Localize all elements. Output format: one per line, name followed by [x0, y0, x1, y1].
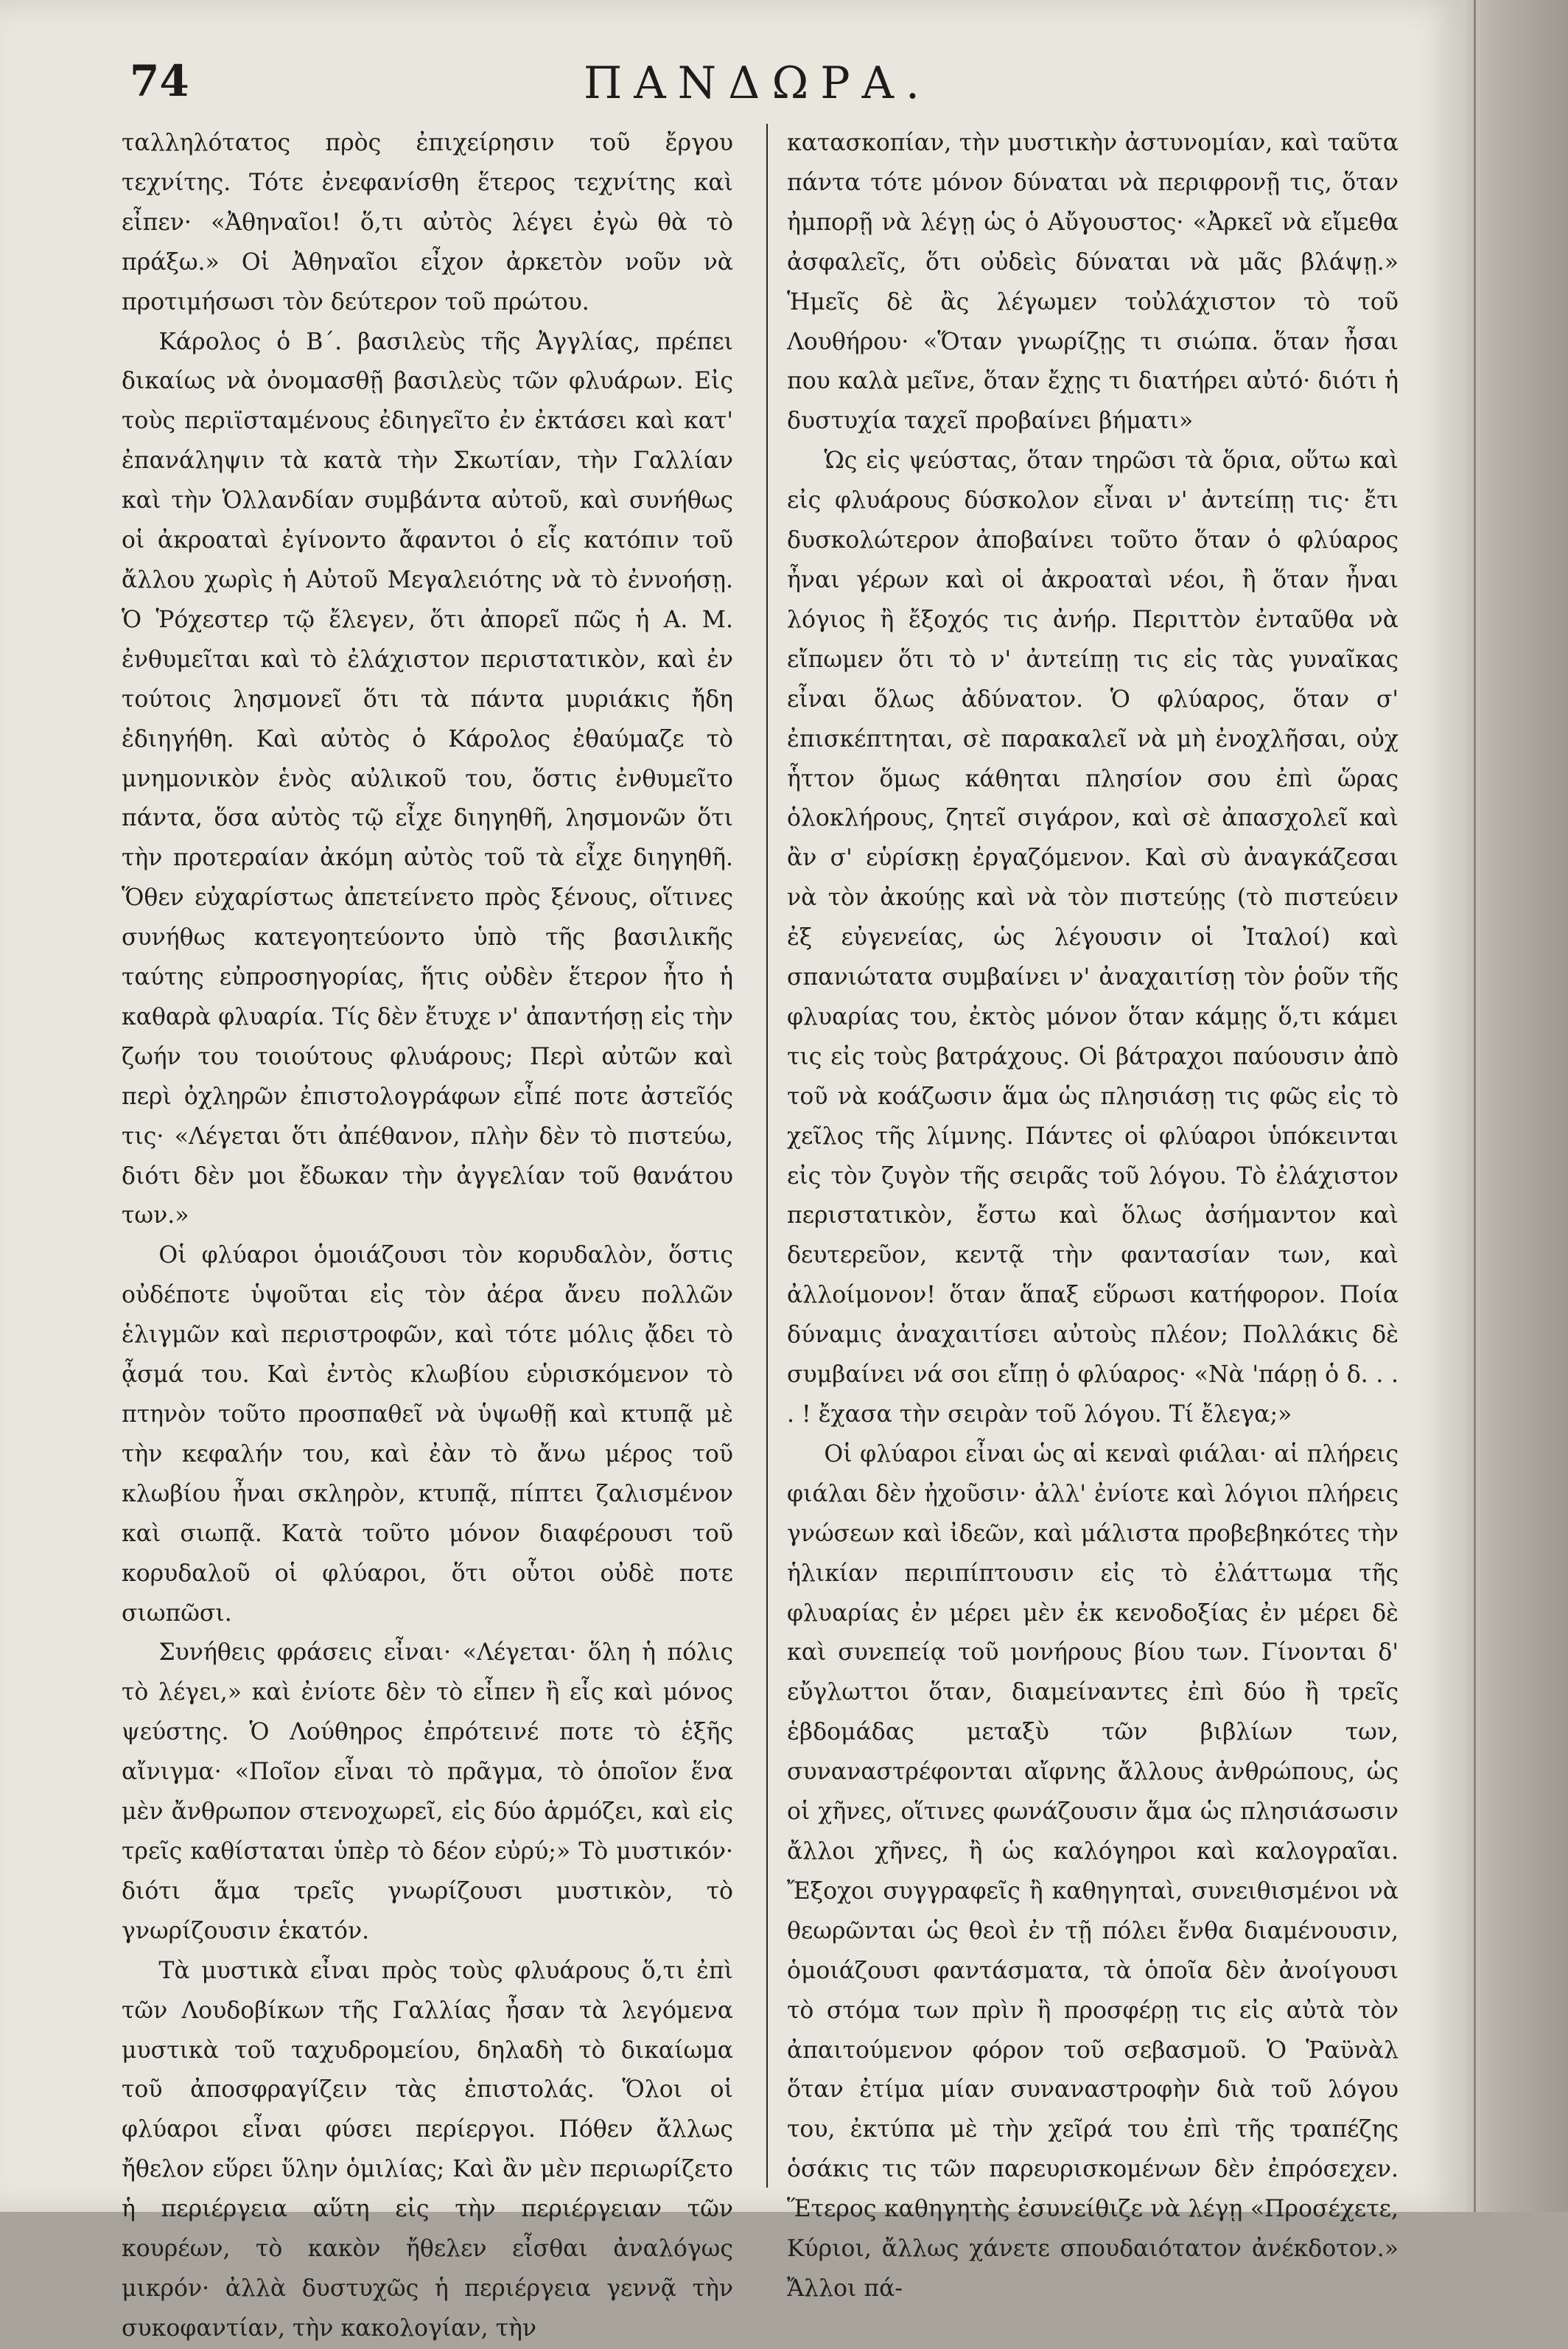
left-column [122, 124, 733, 2349]
paragraph: ταλληλότατος πρὸς ἐπιχείρησιν τοῦ ἔργου τεχνίτης. Τότε ἐνεφανίσθη ἕτερος τεχνίτης καὶ εἶπεν· «Ἀθηναῖοι! ὅ,τι αὐτὸς λέγει ἐγὼ θὰ τὸ πράξω.» Οἱ Ἀθηναῖοι εἶχον ἀρκετὸν νοῦν νὰ προτιμήσωσι τὸν δεύτερον τοῦ πρώτου. [122, 130, 733, 315]
page-edge [1466, 0, 1568, 2212]
paragraph: Τὰ μυστικὰ εἶναι πρὸς τοὺς φλυάρους ὅ,τι ἐπὶ τῶν Λουδοβίκων τῆς Γαλλίας ἦσαν τὰ λεγόμενα μυστικὰ τοῦ ταχυδρομείου, δηλαδὴ τὸ δικαίωμα τοῦ ἀποσφραγίζειν τὰς ἐπιστολάς. Ὅλοι οἱ φλύαροι εἶναι φύσει περίεργοι. Πόθεν ἄλλως ἤθελον εὕρει ὕλην ὁμιλίας; Καὶ ἂν μὲν περιωρίζετο ἡ περιέργεια αὕτη εἰς τὴν περιέργειαν τῶν κουρέων, τὸ κακὸν ἤθελεν εἶσθαι ἀναλόγως μικρόν· ἀλλὰ δυστυχῶς ἡ περιέργεια γεννᾷ τὴν συκοφαντίαν, τὴν κακολογίαν, τὴν [122, 1957, 733, 2342]
paragraph: Συνήθεις φράσεις εἶναι· «Λέγεται· ὅλη ἡ πόλις τὸ λέγει,» καὶ ἐνίοτε δὲν τὸ εἶπεν ἢ εἷς καὶ μόνος ψεύστης. Ὁ Λούθηρος ἐπρότεινέ ποτε τὸ ἑξῆς αἴνιγμα· «Ποῖον εἶναι τὸ πρᾶγμα, τὸ ὁποῖον ἕνα μὲν ἄνθρωπον στενοχωρεῖ, εἰς δύο ἁρμόζει, καὶ εἰς τρεῖς καθίσταται ὑπὲρ τὸ δέον εὐρύ;» Τὸ μυστικόν· διότι ἅμα τρεῖς γνωρίζουσι μυστικὸν, τὸ γνωρίζουσιν ἑκατόν. [122, 1639, 733, 1944]
paragraph: κατασκοπίαν, τὴν μυστικὴν ἀστυνομίαν, καὶ ταῦτα πάντα τότε μόνον δύναται νὰ περιφρονῇ τις, ὅταν ἠμπορῇ νὰ λέγῃ ὡς ὁ Αὔγουστος· «Ἀρκεῖ νὰ εἴμεθα ἀσφαλεῖς, ὅτι οὐδεὶς δύναται νὰ μᾶς βλάψῃ.» Ἡμεῖς δὲ ἂς λέγωμεν τοὐλάχιστον τὸ τοῦ Λουθήρου· «Ὅταν γνωρίζῃς τι σιώπα. ὅταν ἦσαι που καλὰ μεῖνε, ὅταν ἔχῃς τι διατήρει αὐτό· διότι ἡ δυστυχία ταχεῖ προβαίνει βήματι» [787, 130, 1399, 435]
paragraph: Οἱ φλύαροι ὁμοιάζουσι τὸν κορυδαλὸν, ὅστις οὐδέποτε ὑψοῦται εἰς τὸν ἀέρα ἄνευ πολλῶν ἑλιγμῶν καὶ περιστροφῶν, καὶ τότε μόλις ᾄδει τὸ ᾆσμά του. Καὶ ἐντὸς κλωβίου εὑρισκόμενον τὸ πτηνὸν τοῦτο προσπαθεῖ νὰ ὑψωθῇ καὶ κτυπᾷ μὲ τὴν κεφαλήν του, καὶ ἐὰν τὸ ἄνω μέρος τοῦ κλωβίου ἦναι σκληρὸν, κτυπᾷ, πίπτει ζαλισμένον καὶ σιωπᾷ. Κατὰ τοῦτο μόνον διαφέρουσι τοῦ κορυδαλοῦ οἱ φλύαροι, ὅτι οὗτοι οὐδὲ ποτε σιωπῶσι. [122, 1242, 733, 1627]
paragraph: Οἱ φλύαροι εἶναι ὡς αἱ κεναὶ φιάλαι· αἱ πλήρεις φιάλαι δὲν ἠχοῦσιν· ἀλλ' ἐνίοτε καὶ λόγιοι πλήρεις γνώσεων καὶ ἰδεῶν, καὶ μάλιστα προβεβηκότες τὴν ἡλικίαν περιπίπτουσιν εἰς τὸ ἐλάττωμα τῆς φλυαρίας ἐν μέρει μὲν ἐκ κενοδοξίας ἐν μέρει δὲ καὶ συνεπείᾳ τοῦ μονήρους βίου των. Γίνονται δ' εὔγλωττοι ὅταν, διαμείναντες ἐπὶ δύο ἢ τρεῖς ἑβδομάδας μεταξὺ τῶν βιβλίων των, συναναστρέφονται αἴφνης ἄλλους ἀνθρώπους, ὡς οἱ χῆνες, οἵτινες φωνάζουσιν ἅμα ὡς πλησιάσωσιν ἄλλοι χῆνες, ἢ ὡς καλόγηροι καὶ καλογραῖαι. Ἔξοχοι συγγραφεῖς ἢ καθηγηταὶ, συνειθισμένοι νὰ θεωρῶνται ὡς θεοὶ ἐν τῇ πόλει ἔνθα διαμένουσιν, ὁμοιάζουσι φαντάσματα, τὰ ὁποῖα δὲν ἀνοίγουσι τὸ στόμα των πρὶν ἢ προσφέρῃ τις εἰς αὐτὰ τὸν ἀπαιτούμενον φόρον τοῦ σεβασμοῦ. Ὁ Ῥαϋνὰλ ὅταν ἐτίμα μίαν συναναστροφὴν διὰ τοῦ λόγου του, ἐκτύπα μὲ τὴν χεῖρά του ἐπὶ τῆς τραπέζης ὁσάκις τις τῶν παρευρισκομένων δὲν ἐπρόσεχεν. Ἕτερος καθηγητὴς ἐσυνείθιζε νὰ λέγῃ «Προσέχετε, Κύριοι, ἄλλως χάνετε σπουδαιότατον ἀνέκδοτον.» Ἄλλοι πά- [787, 1440, 1399, 2302]
right-column [787, 124, 1399, 2309]
paragraph: Κάρολος ὁ Β΄. βασιλεὺς τῆς Ἀγγλίας, πρέπει δικαίως νὰ ὀνομασθῇ βασιλεὺς τῶν φλυάρων. Εἰς τοὺς περιϊσταμένους ἐδιηγεῖτο ἐν ἐκτάσει καὶ κατ' ἐπανάληψιν τὰ κατὰ τὴν Σκωτίαν, τὴν Γαλλίαν καὶ τὴν Ὁλλανδίαν συμβάντα αὐτοῦ, καὶ συνήθως οἱ ἀκροαταὶ ἐγίνοντο ἄφαντοι ὁ εἷς κατόπιν τοῦ ἄλλου χωρὶς ἡ Αὐτοῦ Μεγαλειότης νὰ τὸ ἐννοήσῃ. Ὁ Ῥόχεστερ τῷ ἔλεγεν, ὅτι ἀπορεῖ πῶς ἡ Α. Μ. ἐνθυμεῖται καὶ τὸ ἐλάχιστον περιστατικὸν, καὶ ἐν τούτοις λησμονεῖ ὅτι τὰ πάντα μυριάκις ἤδη ἐδιηγήθη. Καὶ αὐτὸς ὁ Κάρολος ἐθαύμαζε τὸ μνημονικὸν ἑνὸς αὐλικοῦ του, ὅστις ἐνθυμεῖτο πάντα, ὅσα αὐτὸς τῷ εἶχε διηγηθῆ, λησμονῶν ὅτι τὴν προτεραίαν ἀκόμη αὐτὸς τοῦ τὰ εἶχε διηγηθῆ. Ὅθεν εὐχαρίστως ἀπετείνετο πρὸς ξένους, οἵτινες συνήθως κατεγοητεύοντο ὑπὸ τῆς βασιλικῆς ταύτης εὐπροσηγορίας, ἥτις οὐδὲν ἕτερον ἦτο ἡ καθαρὰ φλυαρία. Τίς δὲν ἔτυχε ν' ἀπαντήσῃ εἰς τὴν ζωήν του τοιούτους φλυάρους; Περὶ αὐτῶν καὶ περὶ ὀχληρῶν ἐπιστολογράφων εἶπέ ποτε ἀστεῖός τις· «Λέγεται ὅτι ἀπέθανον, πλὴν δὲν τὸ πιστεύω, διότι δὲν μοι ἔδωκαν τὴν ἀγγελίαν τοῦ θανάτου των.» [122, 328, 733, 1229]
column-divider [766, 124, 768, 2188]
paragraph: Ὡς εἰς ψεύστας, ὅταν τηρῶσι τὰ ὅρια, οὕτω καὶ εἰς φλυάρους δύσκολον εἶναι ν' ἀντείπῃ τις· ἔτι δυσκολώτερον ἀποβαίνει τοῦτο ὅταν ὁ φλύαρος ἦναι γέρων καὶ οἱ ἀκροαταὶ νέοι, ἢ ὅταν ἦναι λόγιος ἢ ἔξοχός τις ἀνήρ. Περιττὸν ἐνταῦθα νὰ εἴπωμεν ὅτι τὸ ν' ἀντείπῃ τις εἰς τὰς γυναῖκας εἶναι ὅλως ἀδύνατον. Ὁ φλύαρος, ὅταν σ' ἐπισκέπτηται, σὲ παρακαλεῖ νὰ μὴ ἐνοχλῆσαι, οὐχ ἧττον ὅμως κάθηται πλησίον σου ἐπὶ ὥρας ὁλοκλήρους, ζητεῖ σιγάρον, καὶ σὲ ἀπασχολεῖ καὶ ἂν σ' εὑρίσκῃ ἐργαζόμενον. Καὶ σὺ ἀναγκάζεσαι νὰ τὸν ἀκούῃς καὶ νὰ τὸν πιστεύῃς (τὸ πιστεύειν ἐξ εὐγενείας, ὡς λέγουσιν οἱ Ἰταλοί) καὶ σπανιώτατα συμβαίνει ν' ἀναχαιτίσῃ τὸν ῥοῦν τῆς φλυαρίας του, ἐκτὸς μόνον ὅταν κάμῃς ὅ,τι κάμει τις εἰς τοὺς βατράχους. Οἱ βάτραχοι παύουσιν ἀπὸ τοῦ νὰ κοάζωσιν ἅμα ὡς πλησιάσῃ τις φῶς εἰς τὸ χεῖλος τῆς λίμνης. Πάντες οἱ φλύαροι ὑπόκεινται εἰς τὸν ζυγὸν τῆς σειρᾶς τοῦ λόγου. Τὸ ἐλάχιστον περιστατικὸν, ἔστω καὶ ὅλως ἀσήμαντον καὶ δευτερεῦον, κεντᾷ τὴν φαντασίαν των, καὶ ἀλλοίμονον! ὅταν ἅπαξ εὕρωσι κατήφορον. Ποία δύναμις ἀναχαιτίσει αὐτοὺς πλέον; Πολλάκις δὲ συμβαίνει νά σοι εἴπῃ ὁ φλύαρος· «Νὰ 'πάρῃ ὁ δ. . . . ! ἔχασα τὴν σειρὰν τοῦ λόγου. Τί ἔλεγα;» [787, 447, 1399, 1428]
running-title: ΠΑΝΔΩΡΑ. [583, 57, 931, 109]
page-header [124, 53, 1391, 119]
page-edge-line [1474, 0, 1476, 2212]
page-number: 74 [130, 56, 189, 106]
